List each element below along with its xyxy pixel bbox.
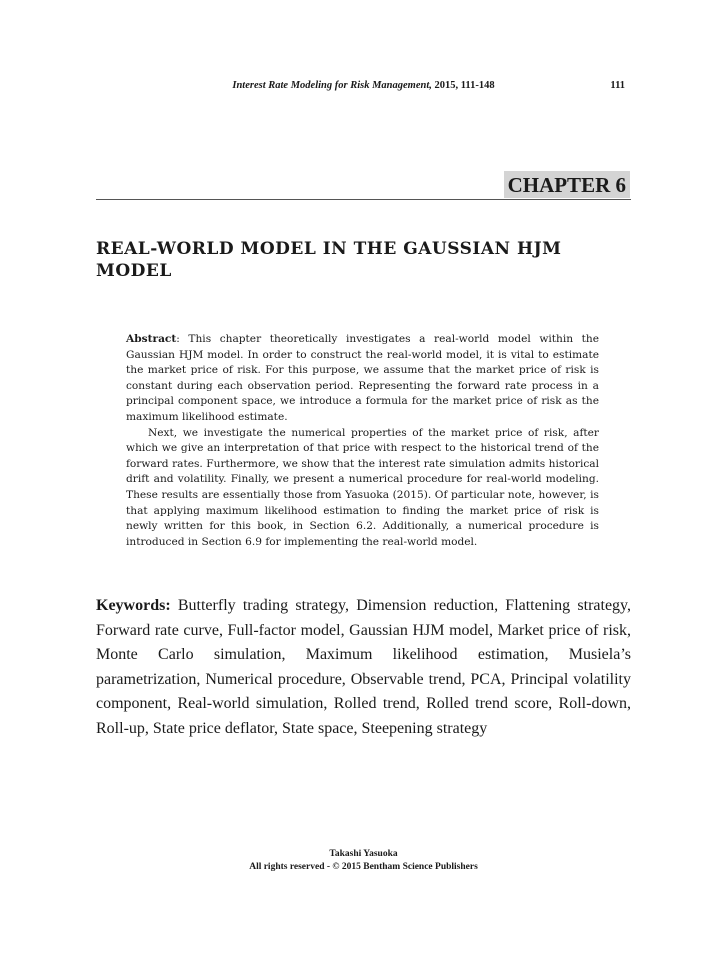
abstract-label: Abstract bbox=[126, 333, 177, 345]
chapter-label: CHAPTER 6 bbox=[504, 171, 630, 198]
footer bbox=[96, 848, 631, 874]
journal-title: Interest Rate Modeling for Risk Management, bbox=[232, 80, 432, 91]
chapter-title: REAL-WORLD MODEL IN THE GAUSSIAN HJM MODEL bbox=[96, 239, 562, 281]
keywords bbox=[96, 594, 631, 741]
journal-year-pages: 2015, 111-148 bbox=[431, 80, 495, 91]
footer-rights: All rights reserved - © 2015 Bentham Science Publishers bbox=[249, 862, 478, 872]
abstract-paragraph-2: Next, we investigate the numerical properties of the market price of risk, after which we give an interpretation of that price with respect to the historical trend of the forward rates. Furthermore, we show that the interest rate simulation admits historical drift and volatility. Finally, we present a numerical procedure for real-world modeling. These results are essentially those from Yasuoka (2015). Of particular note, however, is that applying maximum likelihood estimation to finding the market price of risk is newly written for this book, in Section 6.2. Additionally, a numerical procedure is introduced in Section 6.9 for implementing the real-world model. bbox=[126, 426, 599, 548]
chapter-divider bbox=[96, 199, 631, 200]
footer-author: Takashi Yasuoka bbox=[329, 849, 398, 859]
abstract bbox=[126, 332, 599, 550]
abstract-paragraph-1 bbox=[126, 332, 599, 426]
abstract-paragraph-1-text: : This chapter theoretically investigates a real-world model within the Gaussian HJM model. In order to construct the real-world model, it is vital to estimate the market price of risk. For this purpose, we assume that the market price of risk is constant during each observation period. Representing the forward rate process in a principal component space, we introduce a formula for the market price of risk as the maximum likelihood estimate. bbox=[126, 333, 599, 423]
page-number: 111 bbox=[610, 80, 625, 91]
keywords-text: Butterfly trading strategy, Dimension reduction, Flattening strategy, Forward rate curve, Full-factor model, Gaussian HJM model, Market price of risk, Monte Carlo simulation, Maximum likelihood estimation, Musiela’s parametrization, Numerical procedure, Observable trend, PCA, Principal volatility component, Real-world simulation, Rolled trend, Rolled trend score, Roll-down, Roll-up, State price deflator, State space, Steepening strategy bbox=[96, 597, 631, 737]
journal-citation bbox=[96, 80, 631, 91]
keywords-label: Keywords: bbox=[96, 597, 171, 614]
